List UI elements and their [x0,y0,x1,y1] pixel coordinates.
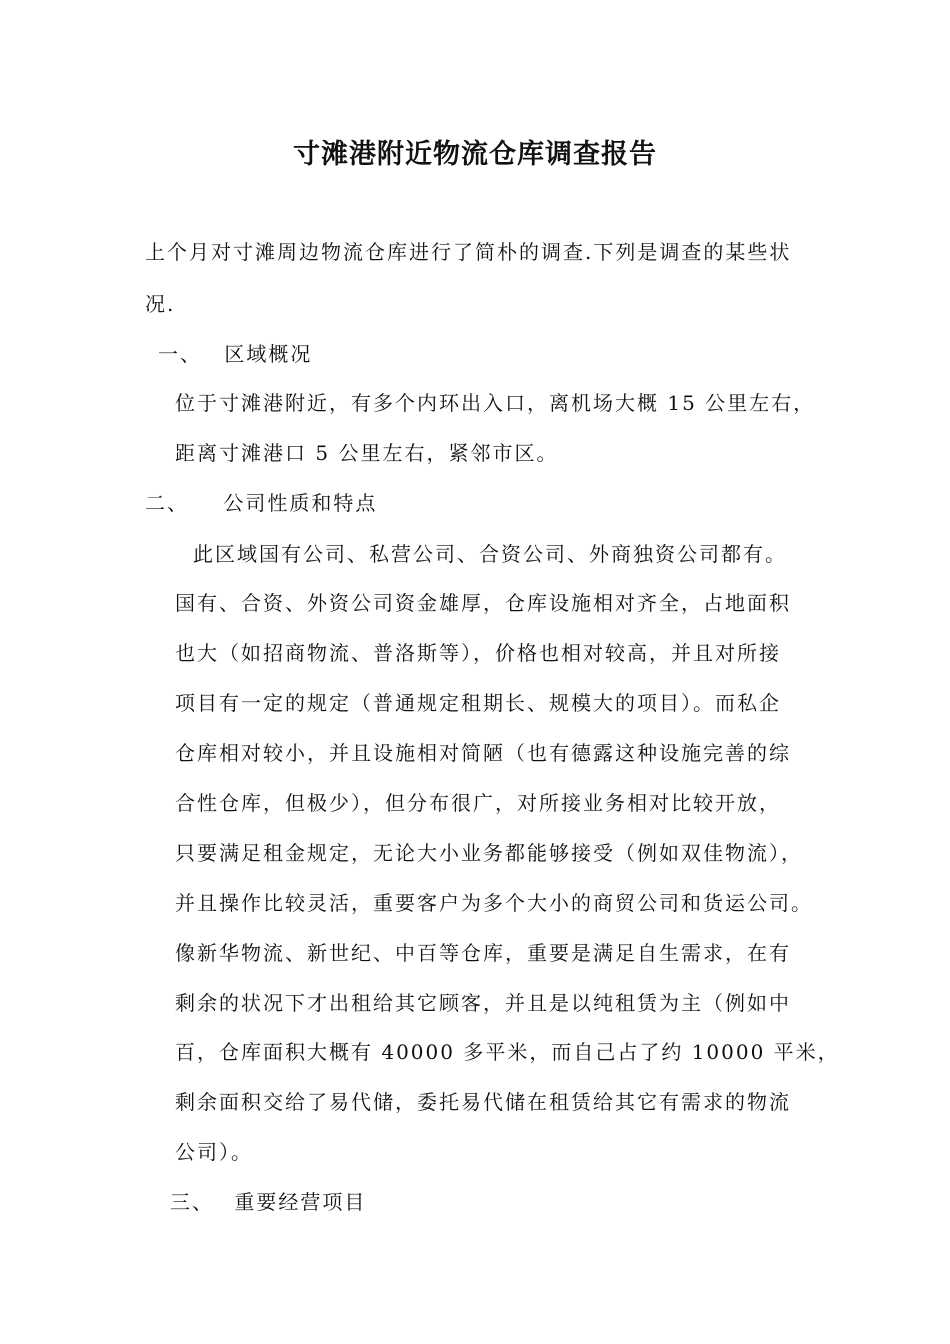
section-2-line-9: 像新华物流、新世纪、中百等仓库，重要是满足自生需求，在有 [175,941,791,965]
section-1-line-1: 位于寸滩港附近，有多个内环出入口，离机场大概 15 公里左右， [175,391,816,415]
section-2-line-8: 并且操作比较灵活，重要客户为多个大小的商贸公司和货运公司。 [175,891,813,915]
section-2-line-7: 只要满足租金规定，无论大小业务都能够接受（例如双佳物流）， [175,841,803,865]
section-2-line-4: 项目有一定的规定（普通规定租期长、规模大的项目）。而私企 [175,691,781,715]
section-2-line-13: 公司）。 [175,1140,253,1164]
intro-line-2: 况. [145,292,176,316]
section-3-title: 重要经营项目 [234,1190,367,1214]
section-2-number: 二、 [145,491,189,515]
section-1-title: 区域概况 [224,342,313,366]
section-2-line-1: 此区域国有公司、私营公司、合资公司、外商独资公司都有。 [193,542,787,566]
section-2-line-10: 剩余的状况下才出租给其它顾客，并且是以纯租赁为主（例如中 [175,991,791,1015]
section-2-title: 公司性质和特点 [223,491,378,515]
document-title: 寸滩港附近物流仓库调查报告 [293,139,657,170]
section-2-line-2: 国有、合资、外资公司资金雄厚，仓库设施相对齐全，占地面积 [175,591,791,615]
section-1-number: 一、 [158,342,202,366]
section-1-line-2: 距离寸滩港口 5 公里左右，紧邻市区。 [175,441,559,465]
section-3-number: 三、 [170,1190,214,1214]
section-2-line-3: 也大（如招商物流、普洛斯等），价格也相对较高，并且对所接 [175,641,781,665]
section-1-heading [158,338,312,367]
section-3-heading [170,1186,366,1215]
section-2-heading [145,487,377,516]
section-2-line-11: 百，仓库面积大概有 40000 多平米，而自己占了约 10000 平米， [175,1040,840,1064]
section-2-line-5: 仓库相对较小，并且设施相对简陋（也有德露这种设施完善的综 [175,741,791,765]
intro-line-1: 上个月对寸滩周边物流仓库进行了简朴的调查.下列是调查的某些状 [145,240,792,264]
section-2-line-6: 合性仓库，但极少），但分布很广，对所接业务相对比较开放， [175,791,781,815]
section-2-line-12: 剩余面积交给了易代储，委托易代储在租赁给其它有需求的物流 [175,1090,791,1114]
